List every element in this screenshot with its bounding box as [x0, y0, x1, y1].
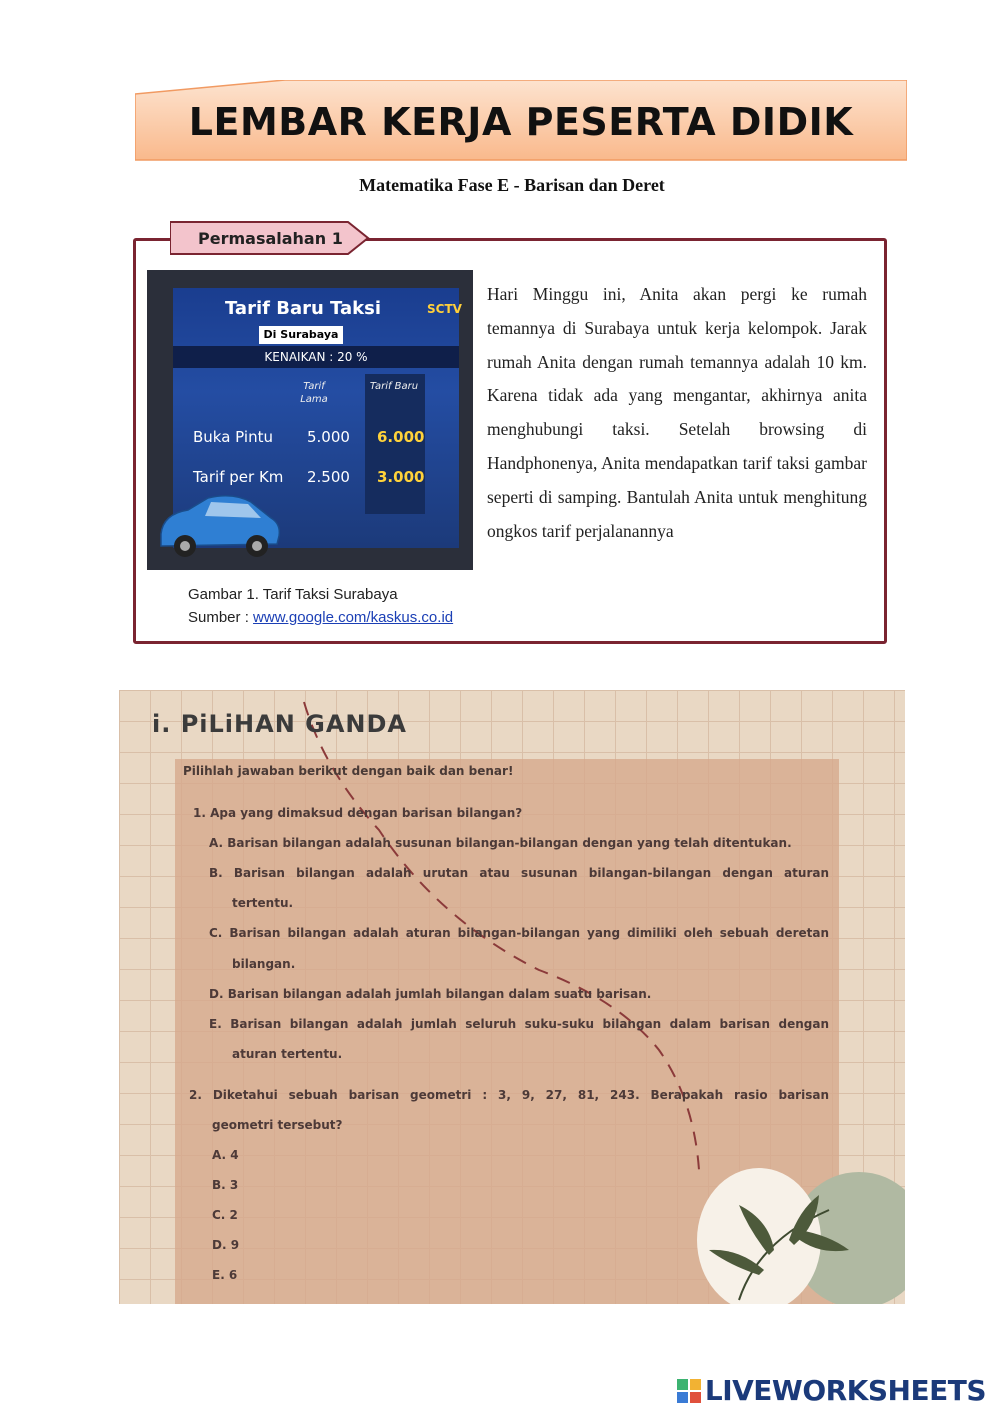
- q2-option-d[interactable]: D. 9: [212, 1238, 240, 1252]
- source-link[interactable]: www.google.com/kaskus.co.id: [253, 609, 454, 626]
- header-banner: [135, 80, 907, 164]
- tariff-increase: KENAIKAN : 20 %: [173, 346, 459, 368]
- figure-source: [188, 609, 453, 626]
- q1-option-b[interactable]: B. Barisan bilangan adalah urutan atau susunan bilangan-bilangan dengan aturan: [209, 866, 829, 880]
- q1-option-d[interactable]: D. Barisan bilangan adalah jumlah bilangan dalam suatu barisan.: [209, 987, 652, 1001]
- tv-logo: SCTV: [427, 302, 462, 316]
- problem-tag: Permasalahan 1: [198, 228, 343, 248]
- q1-option-e-cont: aturan tertentu.: [232, 1047, 343, 1061]
- page-subtitle: Matematika Fase E - Barisan dan Deret: [359, 175, 665, 195]
- brand-name: LIVEWORKSHEETS: [704, 1374, 986, 1407]
- row-old-km: 2.500: [307, 468, 350, 486]
- q2-option-b[interactable]: B. 3: [212, 1178, 239, 1192]
- taxi-car-illustration: [153, 484, 283, 564]
- q2-option-c[interactable]: C. 2: [212, 1208, 238, 1222]
- row-label-open: Buka Pintu: [193, 428, 273, 446]
- question-2-cont: geometri tersebut?: [212, 1118, 343, 1132]
- quiz-heading: i. PiLiHAN GANDA: [152, 710, 407, 738]
- footer-brand: [677, 1374, 986, 1407]
- col-new-header: Tarif Baru: [369, 381, 419, 392]
- q2-option-e[interactable]: E. 6: [212, 1268, 238, 1282]
- q1-option-c[interactable]: C. Barisan bilangan adalah aturan bilangan-bilangan yang dimiliki oleh sebuah deretan: [209, 926, 829, 940]
- source-label: Sumber :: [188, 609, 254, 626]
- figure-caption: Gambar 1. Tarif Taksi Surabaya: [188, 586, 398, 603]
- question-2: 2. Diketahui sebuah barisan geometri : 3, 9, 27, 81, 243. Berapakah rasio barisan: [189, 1088, 829, 1102]
- q1-option-b-cont: tertentu.: [232, 896, 294, 910]
- question-1: 1. Apa yang dimaksud dengan barisan bilangan?: [193, 806, 523, 820]
- leaf-decoration: [679, 1160, 905, 1304]
- col-old-header: Tarif Lama: [300, 381, 328, 405]
- quiz-instruction: Pilihlah jawaban berikut dengan baik dan benar!: [183, 764, 514, 778]
- quiz-section: [119, 690, 905, 1304]
- q2-option-a[interactable]: A. 4: [212, 1148, 239, 1162]
- row-label-km: Tarif per Km: [193, 468, 284, 486]
- q1-option-e[interactable]: E. Barisan bilangan adalah jumlah seluruh suku-suku bilangan dalam barisan dengan: [209, 1017, 829, 1031]
- row-old-open: 5.000: [307, 428, 350, 446]
- liveworksheets-logo-icon: [677, 1379, 701, 1403]
- page-title: LEMBAR KERJA PESERTA DIDIK: [188, 100, 854, 144]
- taxi-tariff-image: [147, 270, 473, 570]
- row-new-km: 3.000: [377, 468, 425, 486]
- problem-story: Hari Minggu ini, Anita akan pergi ke rumah temannya di Surabaya untuk kerja kelompok. Jarak rumah Anita dengan rumah temannya adalah 10 km. Karena tidak ada yang mengantar, akhirnya anita menghubungi taksi. Setelah browsing di Handphonenya, Anita mendapatkan tarif taksi gambar seperti di samping. Bantulah Anita untuk menghitung ongkos tarif perjalanannya: [487, 284, 867, 541]
- tariff-city: Di Surabaya: [259, 326, 343, 344]
- tariff-title: Tarif Baru Taksi: [224, 298, 382, 319]
- q1-option-c-cont: bilangan.: [232, 957, 296, 971]
- q1-option-a[interactable]: A. Barisan bilangan adalah susunan bilangan-bilangan dengan yang telah ditentukan.: [209, 836, 792, 850]
- row-new-open: 6.000: [377, 428, 425, 446]
